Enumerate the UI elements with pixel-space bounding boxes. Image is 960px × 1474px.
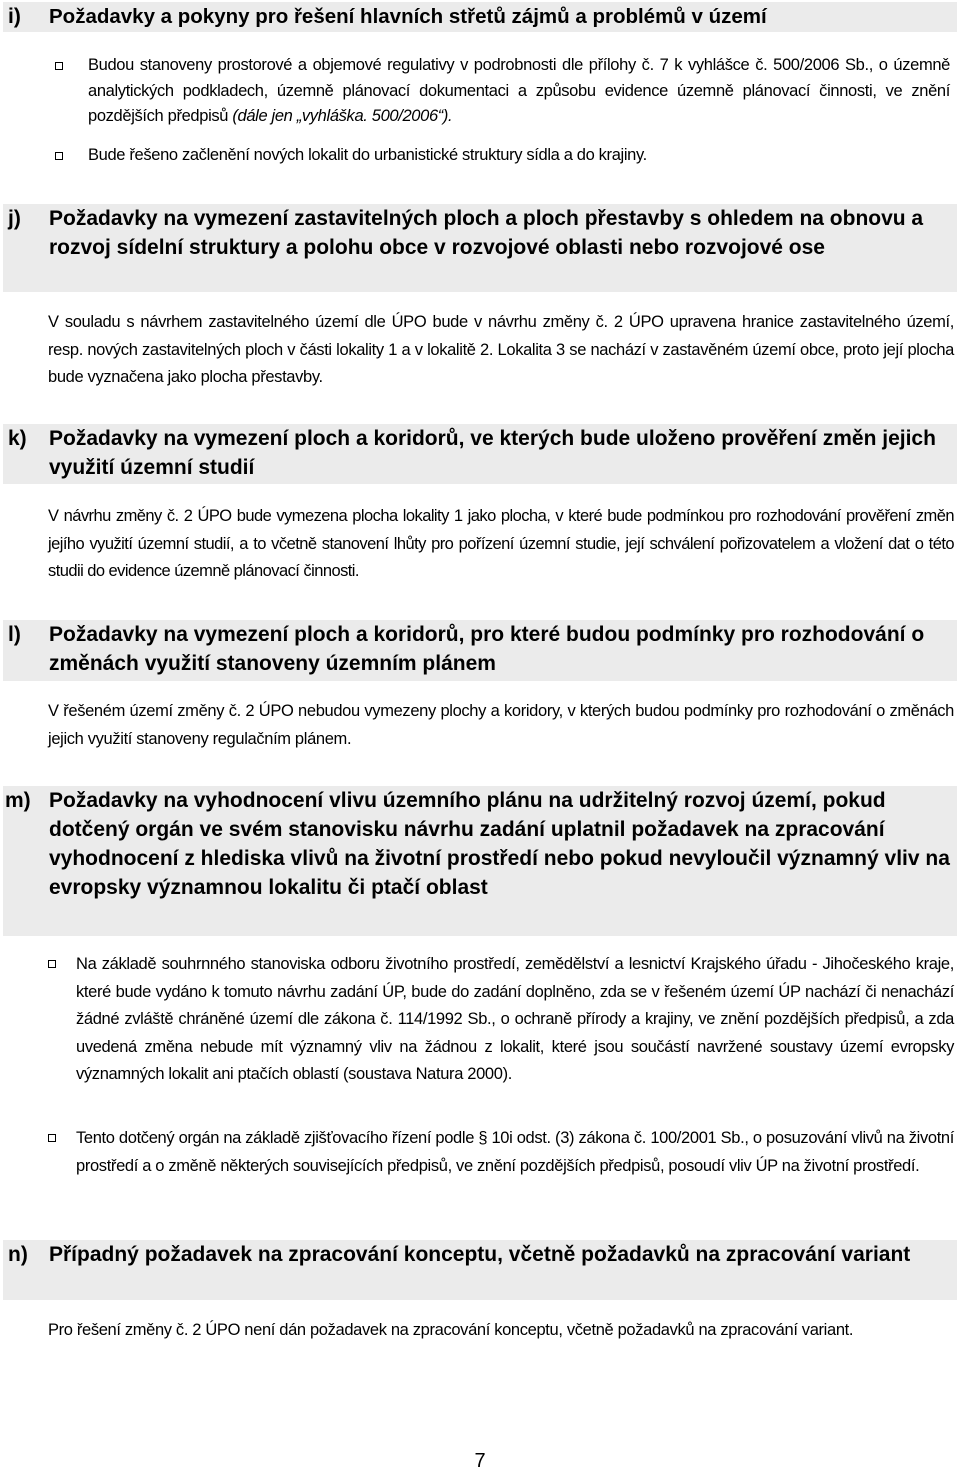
section-title: Případný požadavek na zpracování konceptu, včetně požadavků na zpracování variant <box>49 1243 911 1266</box>
checkbox-bullet-icon <box>55 62 63 70</box>
checkbox-bullet-icon <box>48 1134 56 1142</box>
section-n-heading <box>3 1240 957 1300</box>
section-letter: l) <box>8 623 21 646</box>
section-k-text: V návrhu změny č. 2 ÚPO bude vymezena plocha lokality 1 jako plocha, v které bude podmínkou pro rozhodování prověření změn jejího využití územní studií, a to včetně stanovení lhůty pro pořízení územní studie, její schválení pořizovatelem a vložení dat o této studii do evidence územně plánovací činnosti. <box>48 507 954 580</box>
bullet-text: Tento dotčený orgán na základě zjišťovacího řízení podle § 10i odst. (3) zákona č. 100/2001 Sb., o posuzování vlivů na životní prostředí a o změně některých souvisejících předpisů, ve znění pozdějších předpisů, posoudí vliv ÚP na životní prostředí. <box>76 1129 954 1175</box>
list-item <box>48 951 956 1089</box>
list-item <box>55 53 955 130</box>
bullet-text: Na základě souhrnného stanoviska odboru životního prostředí, zemědělství a lesnictví Krajského úřadu - Jihočeského kraje, které bude vydáno k tomuto návrhu zadání ÚP, bude do zadání doplněno, zda se v řešeném území ÚP nachází či nenachází žádné zvláště chráněné území dle zákona č. 114/1992 Sb., o ochraně přírody a krajiny, ve znění pozdějších předpisů, a zda uvedená změna nebude mít významný vliv na žádnou z lokalit, které jsou součástí navržené soustavy území evropsky významných lokalit ani ptačích oblastí (soustava Natura 2000). <box>76 955 954 1083</box>
section-l-text: V řešeném území změny č. 2 ÚPO nebudou vymezeny plochy a koridory, v kterých budou podmínky pro rozhodování o změnách jejich využití stanoveny regulačním plánem. <box>48 702 954 748</box>
section-letter: k) <box>8 427 27 450</box>
section-j-text: V souladu s návrhem zastavitelného území dle ÚPO bude v návrhu změny č. 2 ÚPO upravena hranice zastavitelného území, resp. nových zastavitelných ploch v části lokality 1 a v lokalitě 2. Lokalita 3 se nachází v zastavěném území obce, proto její plocha bude vyznačena jako plocha přestavby. <box>48 313 954 386</box>
bullet-italic-text: (dále jen „vyhláška. 500/2006“). <box>232 107 453 125</box>
section-letter: j) <box>8 207 21 230</box>
section-n-text: Pro řešení změny č. 2 ÚPO není dán požadavek na zpracování konceptu, včetně požadavků na zpracování variant. <box>48 1321 854 1339</box>
section-i-heading <box>3 2 957 32</box>
section-k-heading <box>3 424 957 484</box>
bullet-text: Budou stanoveny prostorové a objemové regulativy v podrobnosti dle přílohy č. 7 k vyhlášce č. 500/2006 Sb., o územně analytických podkladech, územně plánovací dokumentaci a způsobu evidence územně plánovací činnosti, ve znění pozdějších předpisů <box>88 56 950 125</box>
section-title: Požadavky na vymezení zastavitelných ploch a ploch přestavby s ohledem na obnovu a rozvoj sídelní struktury a polohu obce v rozvojové oblasti nebo rozvojové ose <box>49 207 924 259</box>
page-number: 7 <box>474 1450 486 1472</box>
bullet-text: Bude řešeno začlenění nových lokalit do urbanistické struktury sídla a do krajiny. <box>88 146 647 164</box>
section-title: Požadavky na vymezení ploch a koridorů, ve kterých bude uloženo prověření změn jejich využití územní studií <box>49 427 936 479</box>
section-letter: n) <box>8 1243 28 1266</box>
section-l-heading <box>3 620 957 681</box>
section-title: Požadavky a pokyny pro řešení hlavních střetů zájmů a problémů v území <box>49 5 767 28</box>
section-title: Požadavky na vymezení ploch a koridorů, pro které budou podmínky pro rozhodování o změnách využití stanoveny územním plánem <box>49 623 925 675</box>
list-item <box>55 143 955 169</box>
section-j-heading <box>3 204 957 292</box>
section-m-heading <box>3 786 957 936</box>
list-item <box>48 1125 956 1180</box>
checkbox-bullet-icon <box>55 152 63 160</box>
checkbox-bullet-icon <box>48 960 56 968</box>
section-letter: m) <box>5 789 31 812</box>
section-letter: i) <box>8 5 21 28</box>
section-title: Požadavky na vyhodnocení vlivu územního plánu na udržitelný rozvoj území, pokud dotčený orgán ve svém stanovisku návrhu zadání uplatnil požadavek na zpracování vyhodnocení z hlediska vlivů na životní prostředí nebo pokud nevyloučil významný vliv na evropsky významnou lokalitu či ptačí oblast <box>49 789 950 899</box>
